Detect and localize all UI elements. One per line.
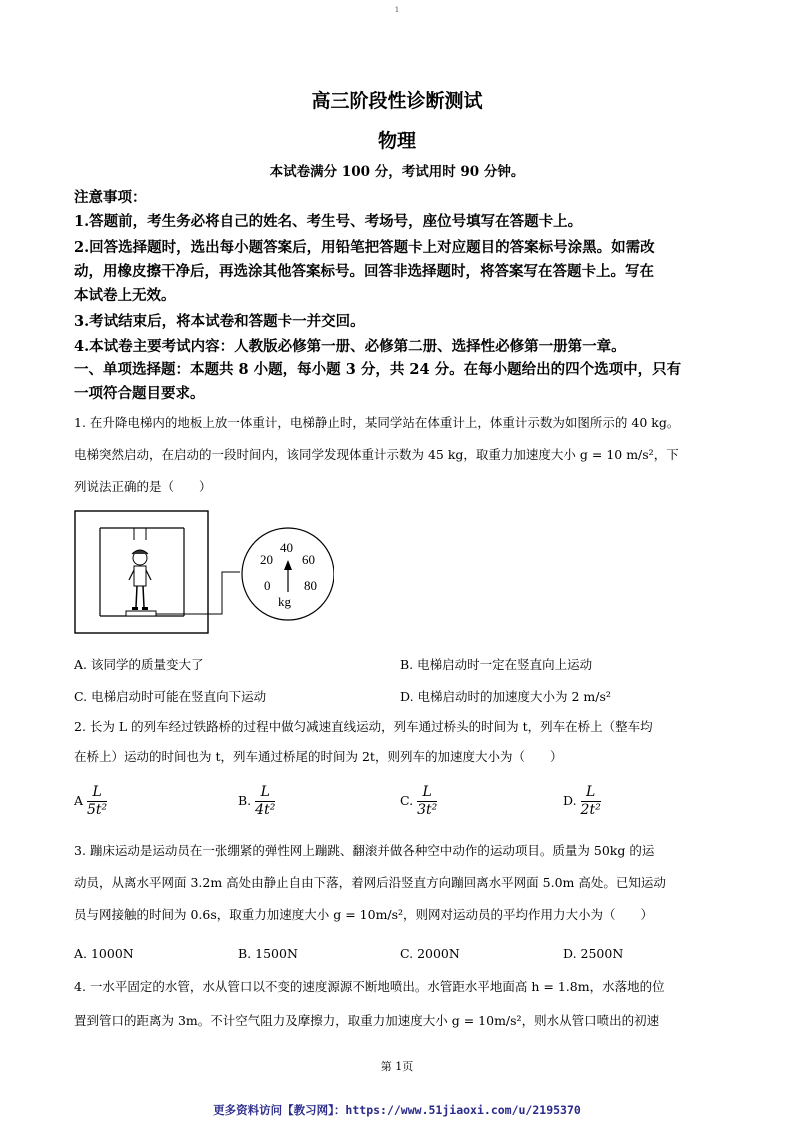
notice-item-1: 1.答题前，考生务必将自己的姓名、考生号、考场号，座位号填写在答题卡上。 bbox=[74, 213, 583, 230]
q2-option-a: A $\frac{L}{\text{5t²}}$ bbox=[74, 784, 108, 818]
notice-item-2-line2: 动，用橡皮擦干净后，再选涂其他答案标号。回答非选择题时，将答案写在答题卡上。写在 bbox=[74, 263, 654, 280]
q1-option-a: A. 该同学的质量变大了 bbox=[74, 657, 204, 672]
section-1-heading-line1: 一、单项选择题：本题共 8 小题，每小题 3 分，共 24 分。在每小题给出的四个选项中，只有 bbox=[74, 361, 682, 378]
notice-item-4: 4.本试卷主要考试内容：人教版必修第一册、必修第二册、选择性必修第一册第一章。 bbox=[74, 338, 626, 355]
weighing-scale bbox=[126, 611, 156, 616]
q3-option-c: C. 2000N bbox=[400, 946, 460, 961]
exam-info: 本试卷满分 100 分，考试用时 90 分钟。 bbox=[269, 164, 525, 180]
q1-elevator-figure bbox=[74, 510, 334, 635]
dial-unit: kg bbox=[278, 594, 291, 609]
q4-stem-line2: 置到管口的距离为 3m。不计空气阻力及摩擦力，取重力加速度大小 g = 10m/s²，则水从管口喷出的初速 bbox=[74, 1013, 660, 1028]
q1-stem-line3: 列说法正确的是（ ） bbox=[74, 479, 212, 494]
section-1-heading-line2: 一项符合题目要求。 bbox=[74, 385, 205, 402]
page-number: 第 1页 bbox=[380, 1060, 414, 1073]
q4-stem-line1: 4. 一水平固定的水管，水从管口以不变的速度源源不断地喷出。水管距水平地面高 h = 1.8m，水落地的位 bbox=[74, 979, 665, 994]
resource-link[interactable]: 更多资料访问【教习网】：https://www.51jiaoxi.com/u/2195370 bbox=[213, 1103, 581, 1117]
dial-label-80: 80 bbox=[304, 578, 317, 593]
notice-item-3: 3.考试结束后，将本试卷和答题卡一并交回。 bbox=[74, 313, 365, 330]
q2-option-c: C. $\frac{L}{\text{3t²}}$ bbox=[400, 784, 438, 818]
notice-heading: 注意事项： bbox=[74, 189, 147, 206]
q2-stem-line1: 2. 长为 L 的列车经过铁路桥的过程中做匀减速直线运动，列车通过桥头的时间为 t，列车在桥上（整车均 bbox=[74, 719, 653, 734]
q3-stem-line3: 员与网接触的时间为 0.6s，取重力加速度大小 g = 10m/s²，则网对运动员的平均作用力大小为（ ） bbox=[74, 907, 654, 922]
notice-item-2-line1: 2.回答选择题时，选出每小题答案后，用铅笔把答题卡上对应题目的答案标号涂黑。如需改 bbox=[74, 239, 655, 256]
page-top-mark: 1 bbox=[394, 6, 400, 14]
q3-stem-line1: 3. 蹦床运动是运动员在一张绷紧的弹性网上蹦跳、翻滚并做各种空中动作的运动项目。质量为 50kg 的运 bbox=[74, 843, 655, 858]
q2-stem-line2: 在桥上）运动的时间也为 t，列车通过桥尾的时间为 2t，则列车的加速度大小为（ ） bbox=[74, 749, 563, 764]
q2-option-b: B. $\frac{L}{\text{4t²}}$ bbox=[238, 784, 276, 818]
q3-option-b: B. 1500N bbox=[238, 946, 298, 961]
q3-option-a: A. 1000N bbox=[74, 946, 134, 961]
q2-option-d: D. $\frac{L}{\text{2t²}}$ bbox=[563, 784, 601, 818]
dial-label-40: 40 bbox=[280, 540, 293, 555]
dial-label-0: 0 bbox=[264, 578, 271, 593]
q1-stem-line1: 1. 在升降电梯内的地板上放一体重计，电梯静止时，某同学站在体重计上，体重计示数为如图所示的 40 kg。 bbox=[74, 415, 680, 430]
q1-option-c: C. 电梯启动时可能在竖直向下运动 bbox=[74, 689, 267, 704]
dial-label-60: 60 bbox=[302, 552, 315, 567]
student-figure bbox=[129, 550, 151, 610]
dial-label-20: 20 bbox=[260, 552, 273, 567]
q3-option-d: D. 2500N bbox=[563, 946, 624, 961]
q1-stem-line2: 电梯突然启动，在启动的一段时间内，该同学发现体重计示数为 45 kg，取重力加速度大小 g = 10 m/s²，下 bbox=[74, 447, 679, 462]
exam-title: 高三阶段性诊断测试 bbox=[311, 90, 483, 112]
q3-stem-line2: 动员，从离水平网面 3.2m 高处由静止自由下落，着网后沿竖直方向蹦回离水平网面 5.0m 高处。已知运动 bbox=[74, 875, 666, 890]
q1-option-b: B. 电梯启动时一定在竖直向上运动 bbox=[400, 657, 593, 672]
q1-option-d: D. 电梯启动时的加速度大小为 2 m/s² bbox=[400, 689, 611, 704]
notice-item-2-line3: 本试卷上无效。 bbox=[74, 287, 176, 304]
subject-title: 物理 bbox=[377, 130, 416, 152]
